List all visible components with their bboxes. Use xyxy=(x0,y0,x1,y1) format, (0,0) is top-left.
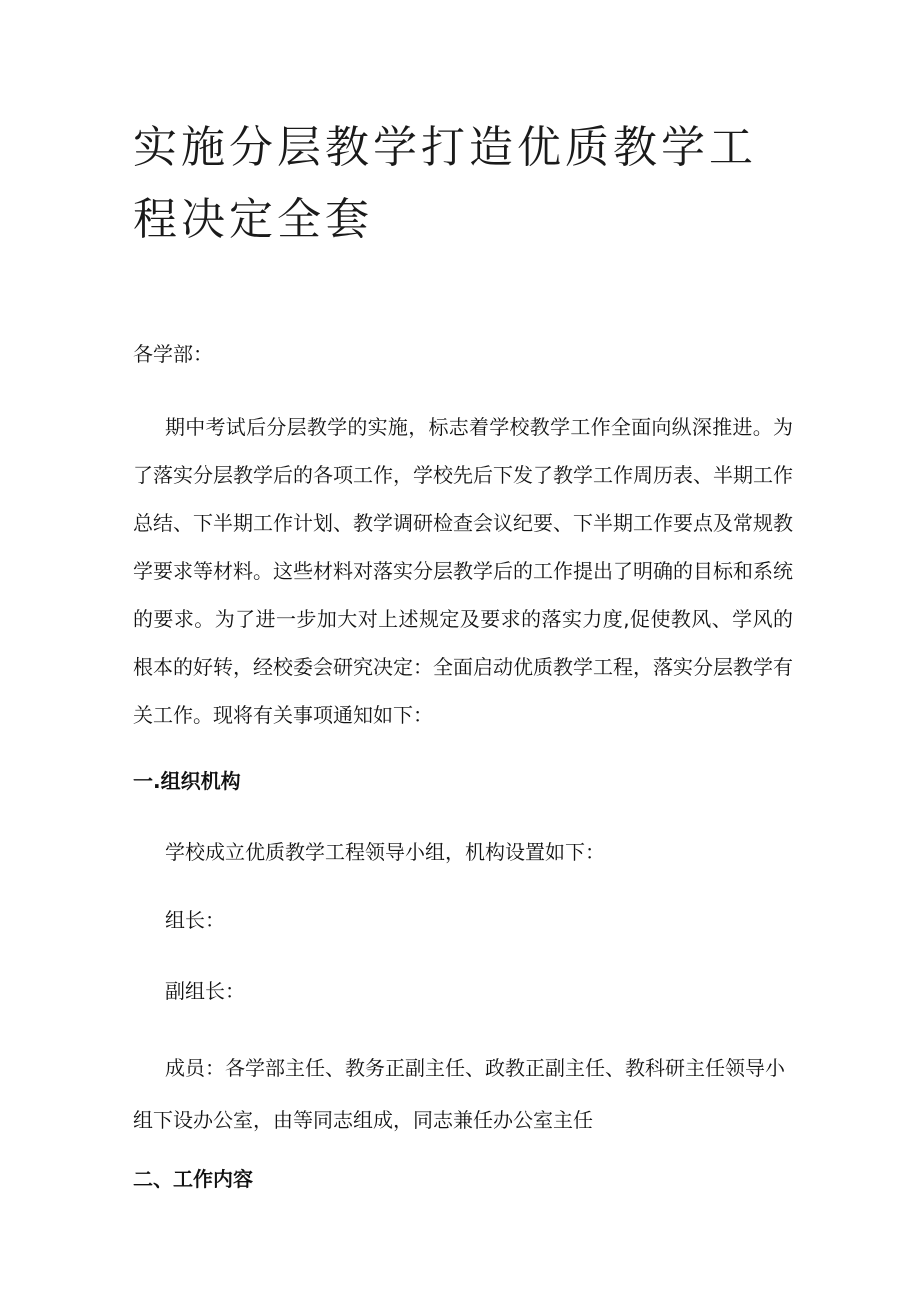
document-title: 实施分层教学打造优质教学工程决定全套 xyxy=(133,122,757,245)
members-paragraph: 成员：各学部主任、教务正副主任、政教正副主任、教科研主任领导小组下设办公室，由等同志组成，同志兼任办公室主任 xyxy=(133,1056,785,1132)
deputy-leader-line: 副组长： xyxy=(165,979,245,1003)
leader-line: 组长： xyxy=(165,908,225,932)
salutation: 各学部： xyxy=(133,342,213,366)
section-heading-organization: 一.组织机构 xyxy=(133,769,241,793)
org-setup-text: 学校成立优质教学工程领导小组，机构设置如下： xyxy=(165,840,605,864)
intro-paragraph: 期中考试后分层教学的实施，标志着学校教学工作全面向纵深推进。为了落实分层教学后的各项工作，学校先后下发了教学工作周历表、半期工作总结、下半期工作计划、教学调研检查会议纪要、下半期工作要点及常规教学要求等材料。这些材料对落实分层教学后的工作提出了明确的目标和系统的要求。为了进一步加大对上述规定及要求的落实力度,促使教风、学风的根本的好转，经校委会研究决定：全面启动优质教学工程，落实分层教学有关工作。现将有关事项通知如下： xyxy=(133,415,793,727)
section-heading-work-content: 二、工作内容 xyxy=(133,1167,253,1191)
